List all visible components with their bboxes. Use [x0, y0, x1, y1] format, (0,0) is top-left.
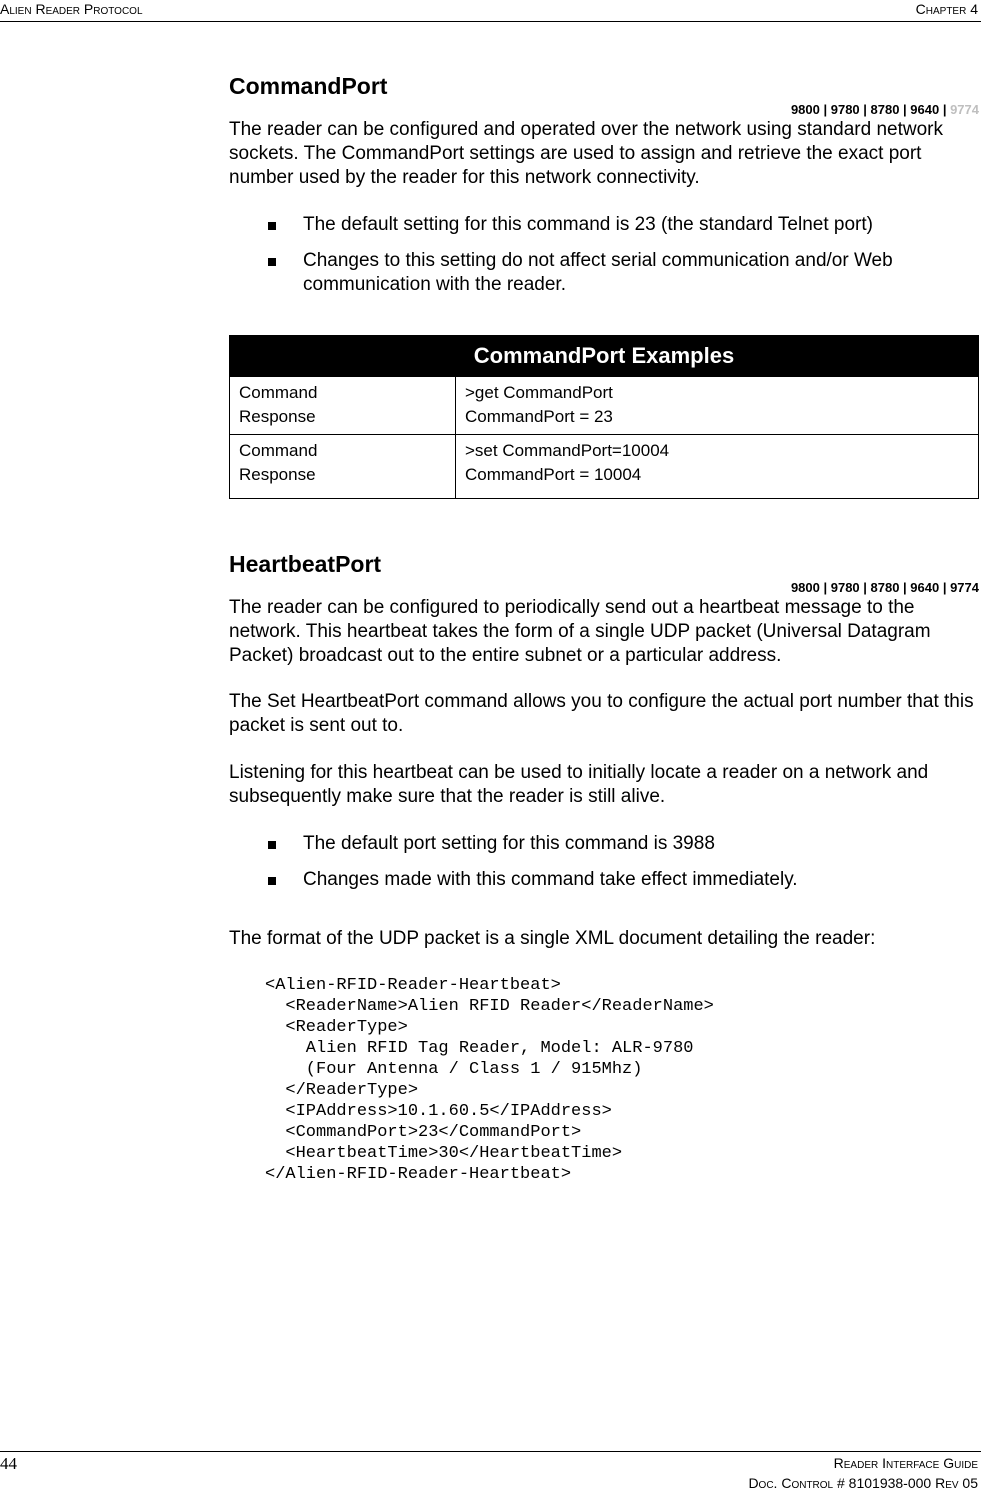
- heartbeatport-paragraph: Listening for this heartbeat can be used to initially locate a reader on a network and subsequently make sure that the reader is still alive.: [229, 762, 929, 807]
- code-line: </ReaderType>: [265, 1081, 419, 1100]
- table-row: [230, 435, 979, 499]
- list-item: Changes made with this command take effect immediately.: [229, 868, 979, 892]
- header-left-title: Alien Reader Protocol: [0, 1, 143, 17]
- square-bullet-icon: [268, 258, 276, 266]
- code-line: Alien RFID Tag Reader, Model: ALR-9780: [265, 1039, 694, 1058]
- table-row: [230, 377, 979, 435]
- commandport-description: The reader can be configured and operated over the network using standard network sockets. The CommandPort settings are used to assign and retrieve the exact port number used by the reader for this network connectivity.: [229, 119, 944, 188]
- square-bullet-icon: [268, 841, 276, 849]
- models-unsupported: 9774: [950, 102, 979, 117]
- heartbeatport-paragraph: The reader can be configured to periodically send out a heartbeat message to the network. This heartbeat takes the form of a single UDP packet (Universal Datagram Packet) broadcast out to the entire subnet or a particular address.: [229, 597, 931, 666]
- code-line: <IPAddress>10.1.60.5</IPAddress>: [265, 1102, 612, 1121]
- page-content: [229, 72, 979, 1185]
- code-line: <CommandPort>23</CommandPort>: [265, 1123, 582, 1142]
- heartbeatport-bullets: [229, 832, 979, 892]
- udp-format-intro: The format of the UDP packet is a single XML document detailing the reader:: [229, 928, 876, 949]
- table-title: CommandPort Examples: [230, 336, 979, 377]
- square-bullet-icon: [268, 222, 276, 230]
- table-cell-values: >set CommandPort=10004 CommandPort = 10004: [456, 435, 979, 499]
- model-compatibility: [229, 102, 979, 118]
- heartbeatport-paragraph: The Set HeartbeatPort command allows you to configure the actual port number that this packet is sent out to.: [229, 691, 974, 736]
- code-line: <HeartbeatTime>30</HeartbeatTime>: [265, 1144, 623, 1163]
- section-title-heartbeatport: HeartbeatPort: [229, 551, 382, 577]
- code-line: <Alien-RFID-Reader-Heartbeat>: [265, 976, 561, 995]
- header-chapter: Chapter 4: [915, 1, 978, 17]
- page-header: [0, 0, 981, 22]
- page-number: 44: [0, 1454, 17, 1473]
- section-title-commandport: CommandPort: [229, 73, 388, 99]
- guide-title: Reader Interface Guide: [833, 1455, 978, 1471]
- code-line: </Alien-RFID-Reader-Heartbeat>: [265, 1165, 572, 1184]
- list-item: Changes to this setting do not affect serial communication and/or Web communication with the reader.: [229, 249, 979, 297]
- table-cell-values: >get CommandPort CommandPort = 23: [456, 377, 979, 435]
- list-item: The default port setting for this command is 3988: [229, 832, 979, 856]
- commandport-section: [229, 72, 979, 499]
- doc-control-number: Doc. Control # 8101938-000 Rev 05: [748, 1475, 978, 1491]
- list-item: The default setting for this command is 23 (the standard Telnet port): [229, 213, 979, 237]
- heartbeatport-section: [229, 550, 979, 1185]
- square-bullet-icon: [268, 877, 276, 885]
- table-cell-labels: Command Response: [230, 435, 456, 499]
- code-line: <ReaderName>Alien RFID Reader</ReaderName>: [265, 997, 714, 1016]
- model-compatibility: 9800 | 9780 | 8780 | 9640 | 9774: [790, 580, 979, 595]
- models-supported: 9800 | 9780 | 8780 | 9640 |: [790, 102, 951, 117]
- commandport-bullets: [229, 213, 979, 297]
- code-line: (Four Antenna / Class 1 / 915Mhz): [265, 1060, 643, 1079]
- commandport-examples-table: [229, 335, 979, 499]
- table-cell-labels: Command Response: [230, 377, 456, 435]
- xml-code-block: [229, 975, 979, 1185]
- code-line: <ReaderType>: [265, 1018, 408, 1037]
- page-footer: [0, 1451, 981, 1491]
